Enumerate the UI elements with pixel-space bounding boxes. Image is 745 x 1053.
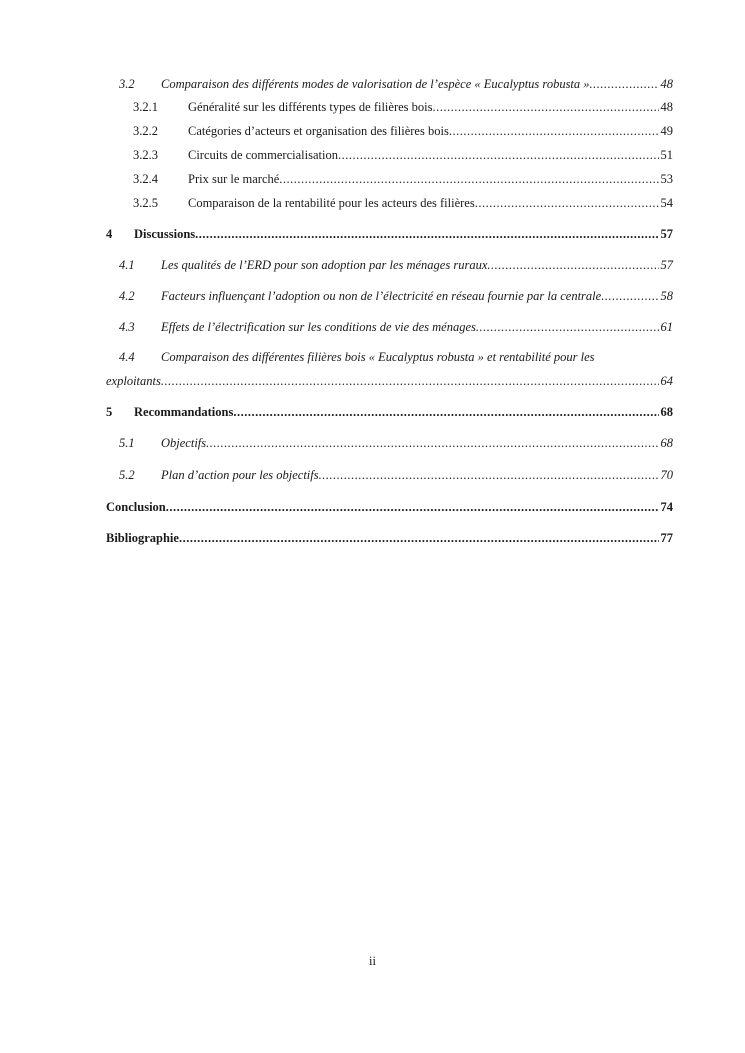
toc-entry-3-2-3[interactable] <box>133 147 673 163</box>
toc-leader-dots <box>195 226 658 242</box>
toc-title: Bibliographie <box>106 531 179 545</box>
toc-entry-3-2[interactable] <box>119 76 673 92</box>
toc-number: 3.2.4 <box>133 172 158 186</box>
toc-entry-4-4-line1[interactable] <box>119 349 595 365</box>
toc-leader-dots <box>319 467 659 483</box>
toc-number: 3.2.5 <box>133 196 158 210</box>
toc-entry-3-2-4[interactable] <box>133 171 673 187</box>
toc-leader-dots <box>166 499 659 515</box>
toc-entry-4[interactable] <box>106 226 673 242</box>
toc-title: Catégories d’acteurs et organisation des filières bois <box>188 124 449 138</box>
toc-page: 70 <box>660 468 673 482</box>
toc-entry-3-2-5[interactable] <box>133 195 673 211</box>
toc-number: 4.2 <box>119 289 135 303</box>
toc-page: 51 <box>660 148 673 162</box>
toc-number: 5.1 <box>119 436 135 450</box>
toc-entry-conclusion[interactable] <box>106 499 673 515</box>
toc-title: Recommandations <box>134 405 234 419</box>
toc-number: 4.1 <box>119 258 135 272</box>
toc-number: 5 <box>106 405 113 419</box>
toc-number: 4.3 <box>119 320 135 334</box>
toc-entry-4-3[interactable] <box>119 319 673 335</box>
toc-number: 3.2.3 <box>133 148 158 162</box>
toc-entry-4-4[interactable] <box>106 373 673 389</box>
toc-entry-3-2-2[interactable] <box>133 123 673 139</box>
toc-title: Les qualités de l’ERD pour son adoption par les ménages ruraux <box>161 258 488 272</box>
toc-entry-5[interactable] <box>106 404 673 420</box>
toc-leader-dots <box>475 195 659 211</box>
toc-title: Comparaison des différentes filières bois « Eucalyptus robusta » et rentabilité pour les <box>161 350 595 364</box>
toc-page: 68 <box>660 436 673 450</box>
toc-title: Discussions <box>134 227 196 241</box>
toc-entry-5-1[interactable] <box>119 435 673 451</box>
toc-page: 74 <box>660 500 673 514</box>
toc-leader-dots <box>590 76 659 92</box>
toc-title: Plan d’action pour les objectifs <box>161 468 319 482</box>
toc-page: 58 <box>660 289 673 303</box>
toc-page: 77 <box>660 531 673 545</box>
toc-title: Conclusion <box>106 500 166 514</box>
toc-page: 53 <box>660 172 673 186</box>
toc-number: 3.2.1 <box>133 100 158 114</box>
toc-number: 4 <box>106 227 113 241</box>
toc-title: Généralité sur les différents types de filières bois <box>188 100 433 114</box>
toc-entry-3-2-1[interactable] <box>133 99 673 115</box>
toc-page: 49 <box>660 124 673 138</box>
toc-leader-dots <box>206 435 658 451</box>
toc-number: 5.2 <box>119 468 135 482</box>
toc-page: 64 <box>660 374 673 388</box>
toc-entry-4-1[interactable] <box>119 257 673 273</box>
toc-page: 61 <box>660 320 673 334</box>
toc-leader-dots <box>338 147 659 163</box>
toc-title: Comparaison des différents modes de valorisation de l’espèce « Eucalyptus robusta » <box>161 77 590 91</box>
toc-title: Facteurs influençant l’adoption ou non de l’électricité en réseau fournie par la centrale <box>161 289 602 303</box>
toc-number: 4.4 <box>119 350 135 364</box>
toc-page: 68 <box>660 405 673 419</box>
toc-leader-dots <box>487 257 658 273</box>
toc-page: 48 <box>660 77 673 91</box>
toc-leader-dots <box>179 530 659 546</box>
toc-entry-bibliographie[interactable] <box>106 530 673 546</box>
toc-title: Effets de l’électrification sur les conditions de vie des ménages <box>161 320 476 334</box>
toc-title: Objectifs <box>161 436 207 450</box>
toc-number: 3.2.2 <box>133 124 158 138</box>
toc-title: Prix sur le marché <box>188 172 280 186</box>
toc-leader-dots <box>279 171 658 187</box>
toc-entry-5-2[interactable] <box>119 467 673 483</box>
toc-entry-4-2[interactable] <box>119 288 673 304</box>
toc-leader-dots <box>601 288 658 304</box>
toc-leader-dots <box>161 373 659 389</box>
toc-leader-dots <box>449 123 659 139</box>
toc-page: 57 <box>660 227 673 241</box>
toc-number: 3.2 <box>119 77 135 91</box>
page-number: ii <box>369 954 376 968</box>
toc-page: 48 <box>660 100 673 114</box>
toc-leader-dots <box>233 404 658 420</box>
toc-title: Comparaison de la rentabilité pour les acteurs des filières <box>188 196 475 210</box>
toc-title-continuation: exploitants <box>106 374 161 388</box>
toc-leader-dots <box>432 99 658 115</box>
toc-page: 54 <box>660 196 673 210</box>
toc-leader-dots <box>476 319 659 335</box>
toc-title: Circuits de commercialisation <box>188 148 338 162</box>
toc-page: 57 <box>660 258 673 272</box>
